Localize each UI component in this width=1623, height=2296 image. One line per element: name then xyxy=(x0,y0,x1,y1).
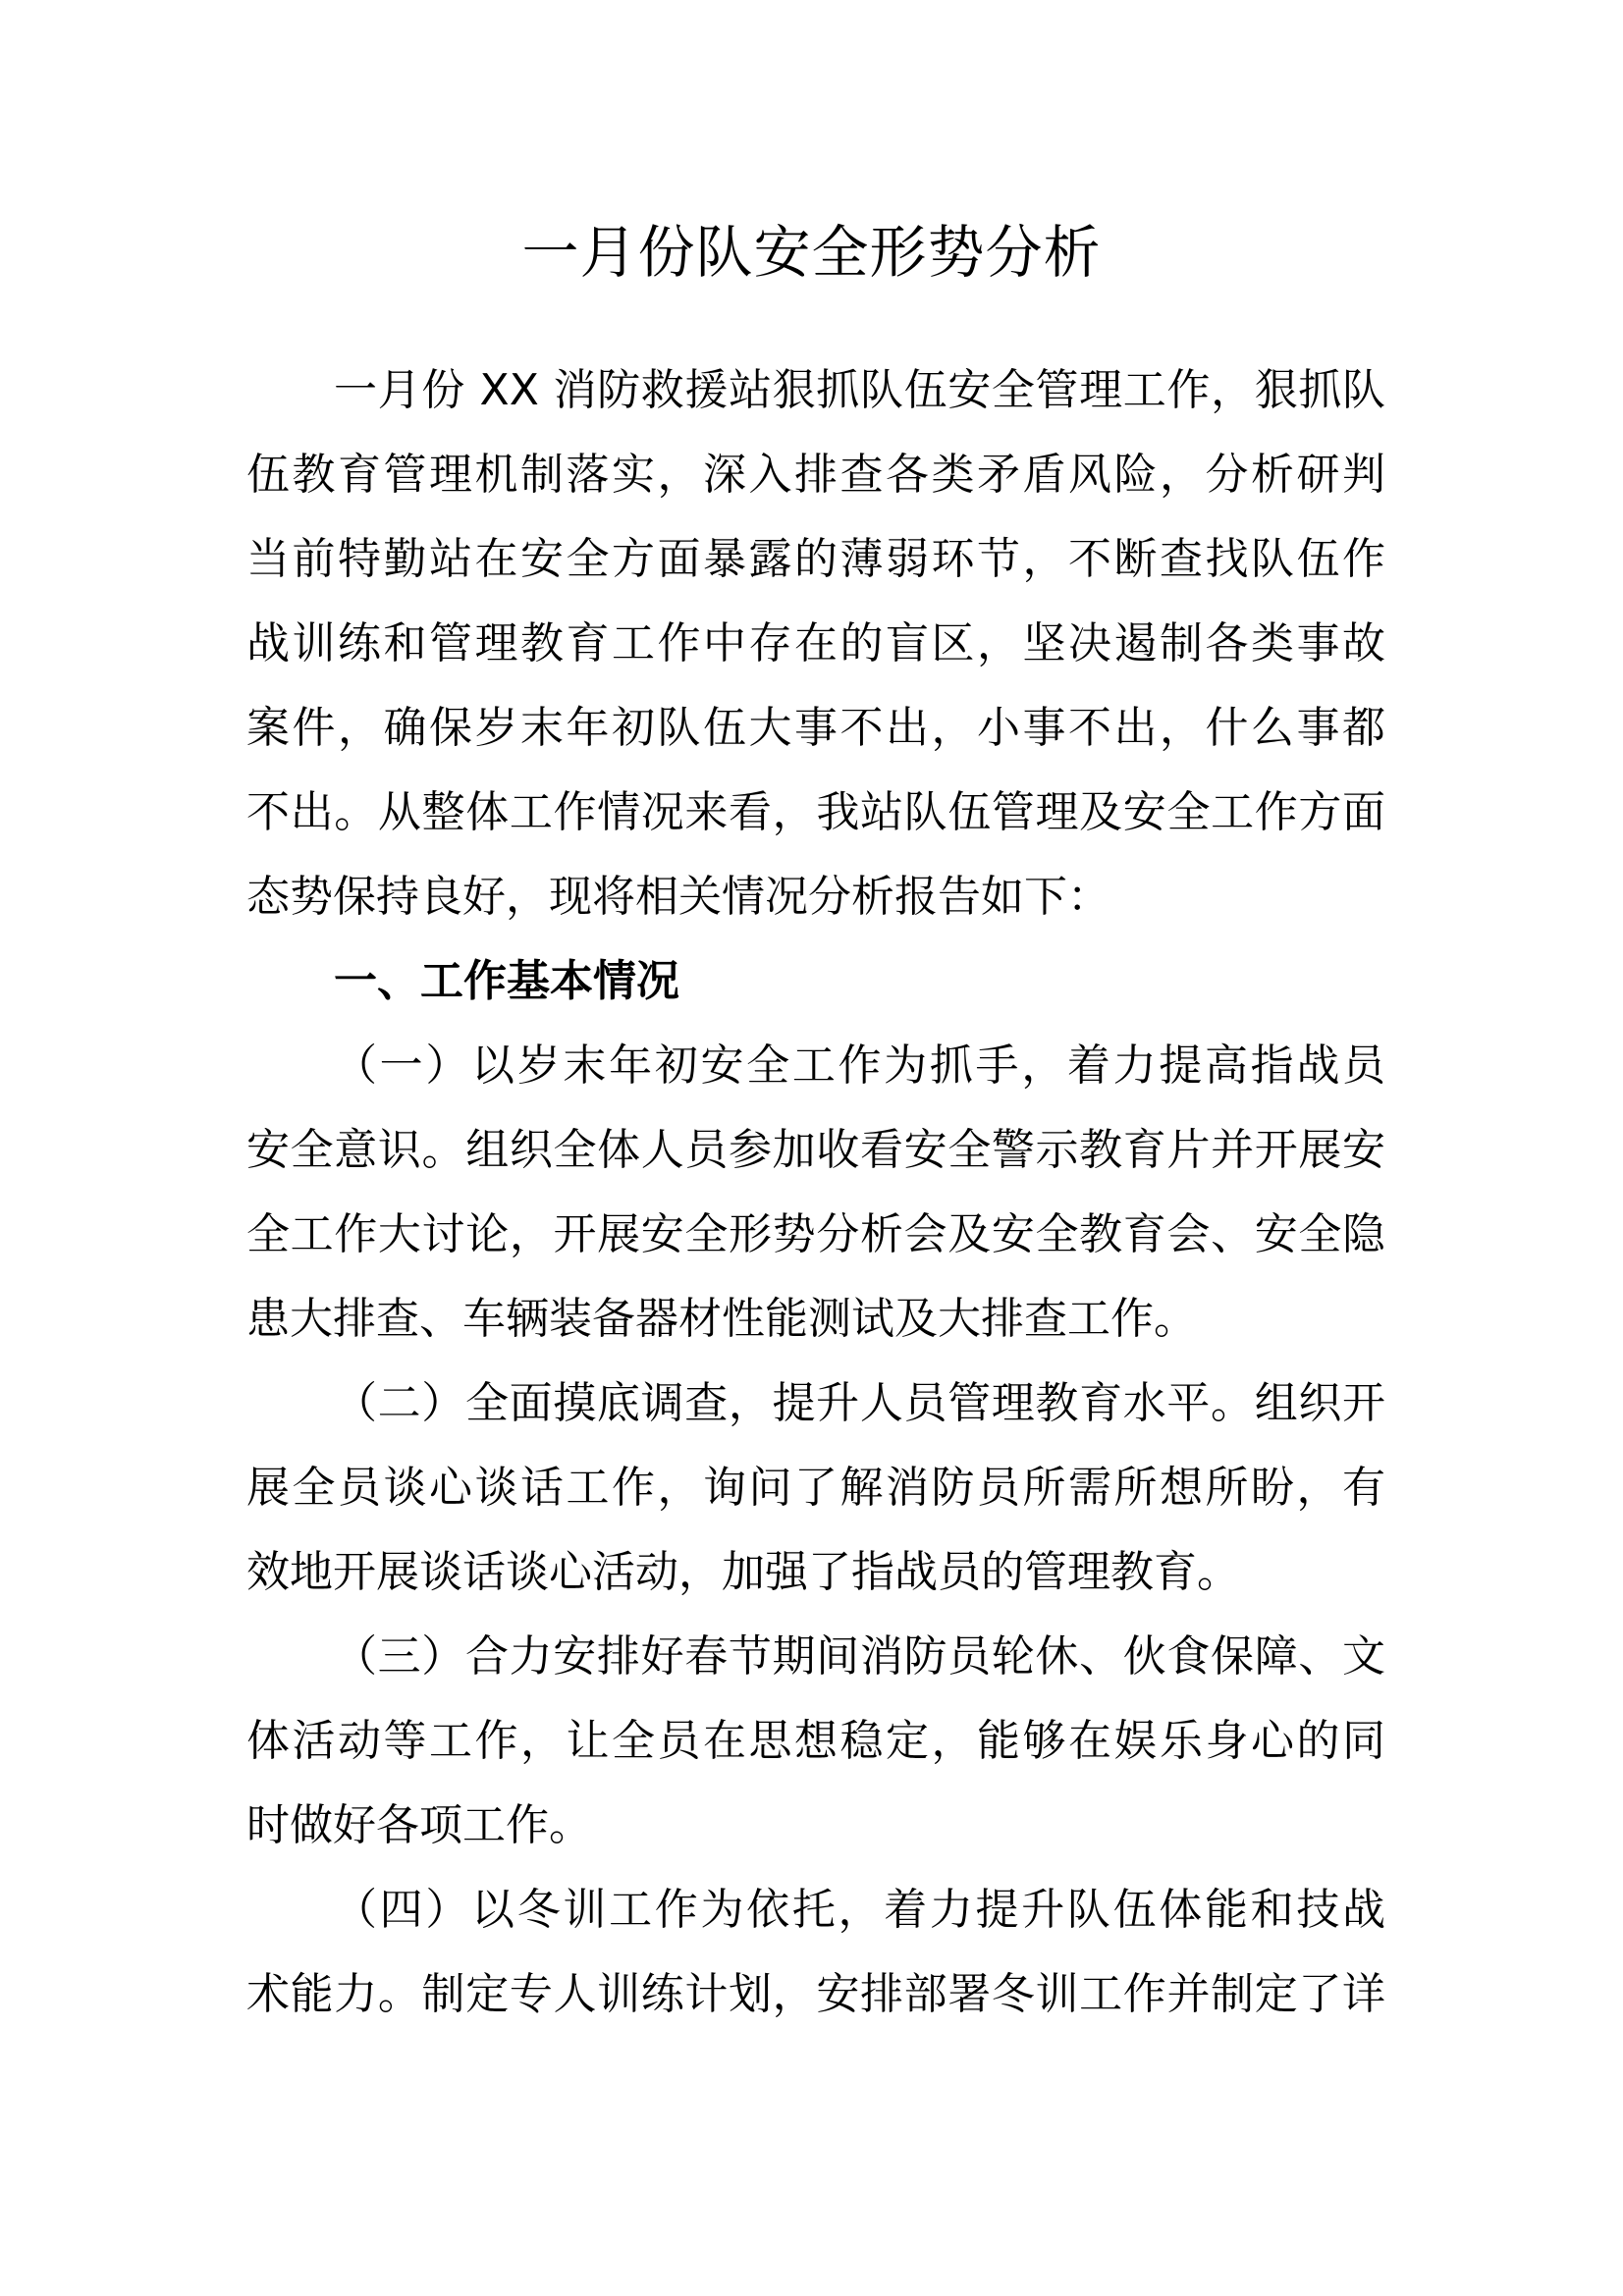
paragraph-line: （四）以冬训工作为依托，着力提升队伍体能和技战 xyxy=(334,1885,1385,1935)
paragraph-line: 态势保持良好，现将相关情况分析报告如下： xyxy=(246,872,1110,922)
paragraph-line: 效地开展谈话谈心活动，加强了指战员的管理教育。 xyxy=(246,1547,1240,1597)
paragraph-line: 不出。从整体工作情况来看，我站队伍管理及安全工作方面 xyxy=(246,787,1385,837)
paragraph-line: （三）合力安排好春节期间消防员轮休、伙食保障、文 xyxy=(334,1631,1385,1682)
paragraph-line: 案件，确保岁末年初队伍大事不出，小事不出，什么事都 xyxy=(246,703,1385,753)
section-heading: 一、工作基本情况 xyxy=(334,956,679,1006)
paragraph-line: （二）全面摸底调查，提升人员管理教育水平。组织开 xyxy=(334,1378,1385,1428)
paragraph-line: （一）以岁末年初安全工作为抓手，着力提高指战员 xyxy=(334,1041,1385,1091)
paragraph-line: 展全员谈心谈话工作，询问了解消防员所需所想所盼，有 xyxy=(246,1463,1385,1513)
paragraph-line: 时做好各项工作。 xyxy=(246,1800,592,1850)
document-title: 一月份队安全形势分析 xyxy=(521,219,1102,286)
paragraph-line: 一月份 XX 消防救援站狠抓队伍安全管理工作，狠抓队 xyxy=(334,365,1385,415)
paragraph-line: 战训练和管理教育工作中存在的盲区，坚决遏制各类事故 xyxy=(246,618,1385,668)
paragraph-line: 伍教育管理机制落实，深入排查各类矛盾风险，分析研判 xyxy=(246,450,1385,500)
paragraph-line: 术能力。制定专人训练计划，安排部署冬训工作并制定了详 xyxy=(246,1969,1385,2019)
paragraph-line: 当前特勤站在安全方面暴露的薄弱环节，不断查找队伍作 xyxy=(246,534,1385,584)
paragraph-line: 患大排查、车辆装备器材性能测试及大排查工作。 xyxy=(246,1294,1197,1344)
paragraph-line: 安全意识。组织全体人员参加收看安全警示教育片并开展安 xyxy=(246,1125,1385,1175)
paragraph-line: 体活动等工作，让全员在思想稳定，能够在娱乐身心的同 xyxy=(246,1716,1385,1766)
paragraph-line: 全工作大讨论，开展安全形势分析会及安全教育会、安全隐 xyxy=(246,1209,1385,1259)
